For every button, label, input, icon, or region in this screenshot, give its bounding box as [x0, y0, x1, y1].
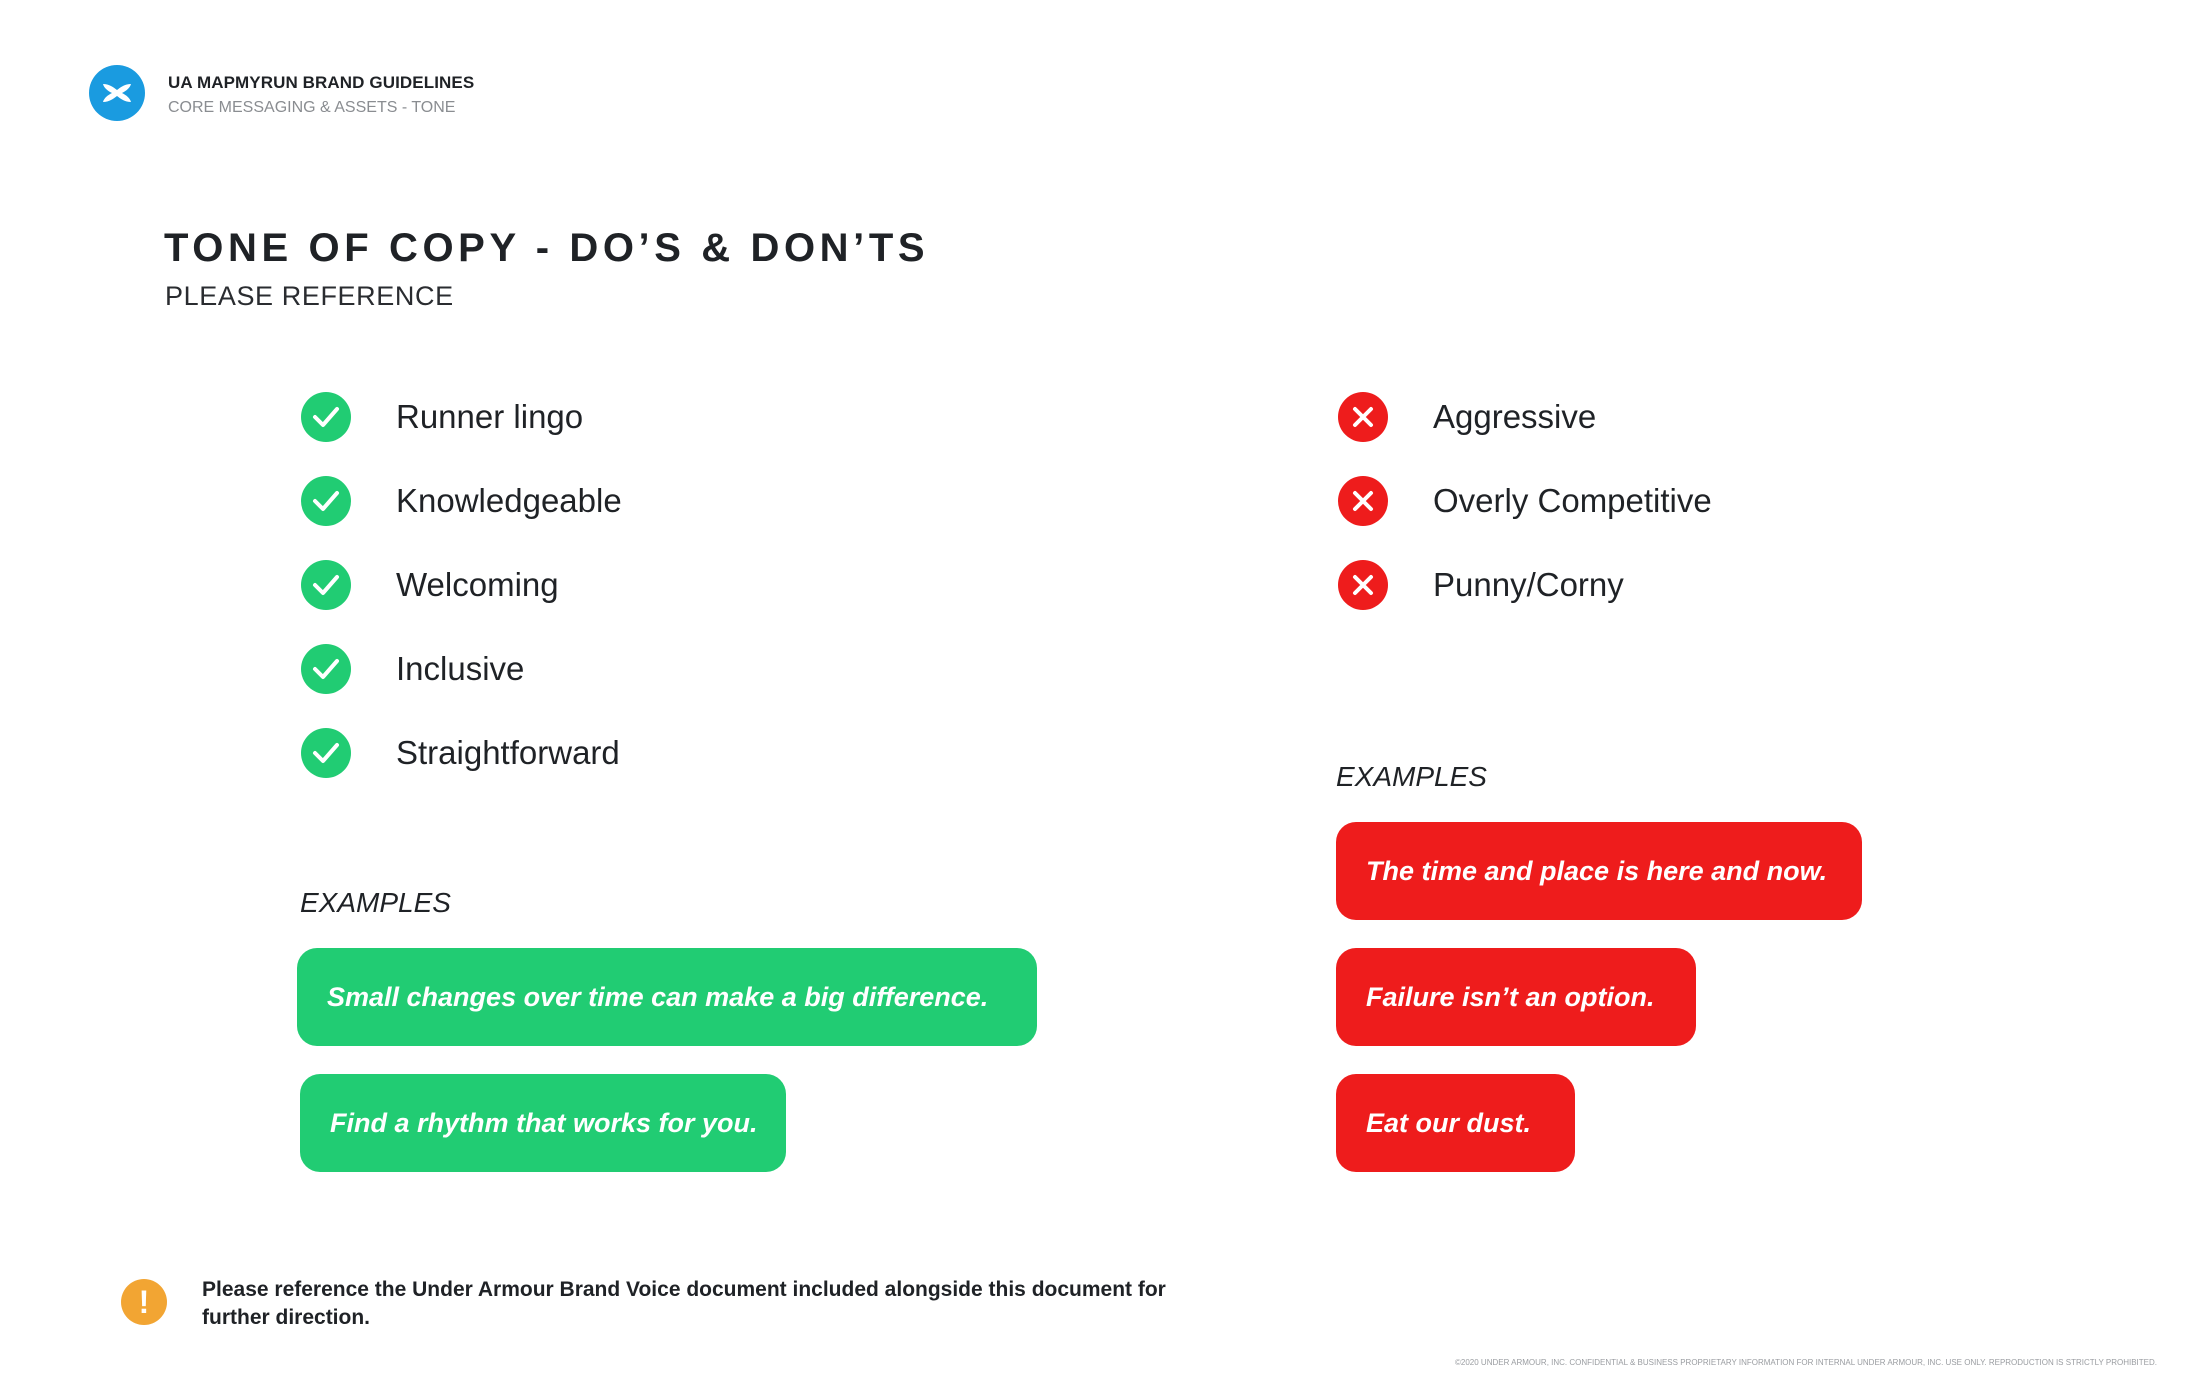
- dont-example-pill: Eat our dust.: [1336, 1074, 1575, 1172]
- dont-item-label: Punny/Corny: [1433, 566, 1624, 603]
- do-item-label: Inclusive: [396, 650, 525, 687]
- check-circle-icon: [301, 728, 351, 778]
- do-item: [301, 392, 583, 442]
- do-item-label: Runner lingo: [396, 398, 584, 435]
- do-item-label: Straightforward: [396, 734, 620, 771]
- do-example-pill: Find a rhythm that works for you.: [300, 1074, 786, 1172]
- donts-examples-label: EXAMPLES: [1336, 761, 1487, 792]
- brand-guidelines-title: UA MAPMYRUN BRAND GUIDELINES: [168, 73, 475, 92]
- do-item: [301, 728, 620, 778]
- check-circle-icon: [301, 392, 351, 442]
- dont-item: [1338, 560, 1624, 610]
- dos-examples-label: EXAMPLES: [300, 887, 451, 918]
- under-armour-logo-icon: [89, 65, 145, 121]
- dont-item-label: Aggressive: [1433, 398, 1597, 435]
- dont-item-label: Overly Competitive: [1433, 482, 1712, 519]
- do-example-pill: Small changes over time can make a big difference.: [297, 948, 1037, 1046]
- exclamation-circle-icon: !: [121, 1279, 167, 1325]
- do-item-label: Knowledgeable: [396, 482, 622, 519]
- dont-example-pill: The time and place is here and now.: [1336, 822, 1862, 920]
- section-subtitle: CORE MESSAGING & ASSETS - TONE: [168, 99, 456, 116]
- dont-example-pill: Failure isn’t an option.: [1336, 948, 1696, 1046]
- do-item-label: Welcoming: [396, 566, 559, 603]
- check-circle-icon: [301, 476, 351, 526]
- dont-item: [1338, 476, 1712, 526]
- reference-note: Please reference the Under Armour Brand Voice document included alongside this document for further direction.: [202, 1278, 1166, 1329]
- x-circle-icon: [1338, 476, 1388, 526]
- check-circle-icon: [301, 644, 351, 694]
- dont-item: [1338, 392, 1596, 442]
- page-subtitle: PLEASE REFERENCE: [165, 281, 454, 311]
- legal-disclaimer: ©2020 UNDER ARMOUR, INC. CONFIDENTIAL & BUSINESS PROPRIETARY INFORMATION FOR INTERNAL UNDER ARMOUR, INC. USE ONLY. REPRODUCTION IS STRICTLY PROHIBITED.: [1455, 1358, 2157, 1367]
- do-item: [301, 476, 622, 526]
- do-item: [301, 644, 524, 694]
- page-title: TONE OF COPY - DO’S & DON’TS: [164, 226, 930, 270]
- x-circle-icon: [1338, 560, 1388, 610]
- check-circle-icon: [301, 560, 351, 610]
- do-item: [301, 560, 559, 610]
- x-circle-icon: [1338, 392, 1388, 442]
